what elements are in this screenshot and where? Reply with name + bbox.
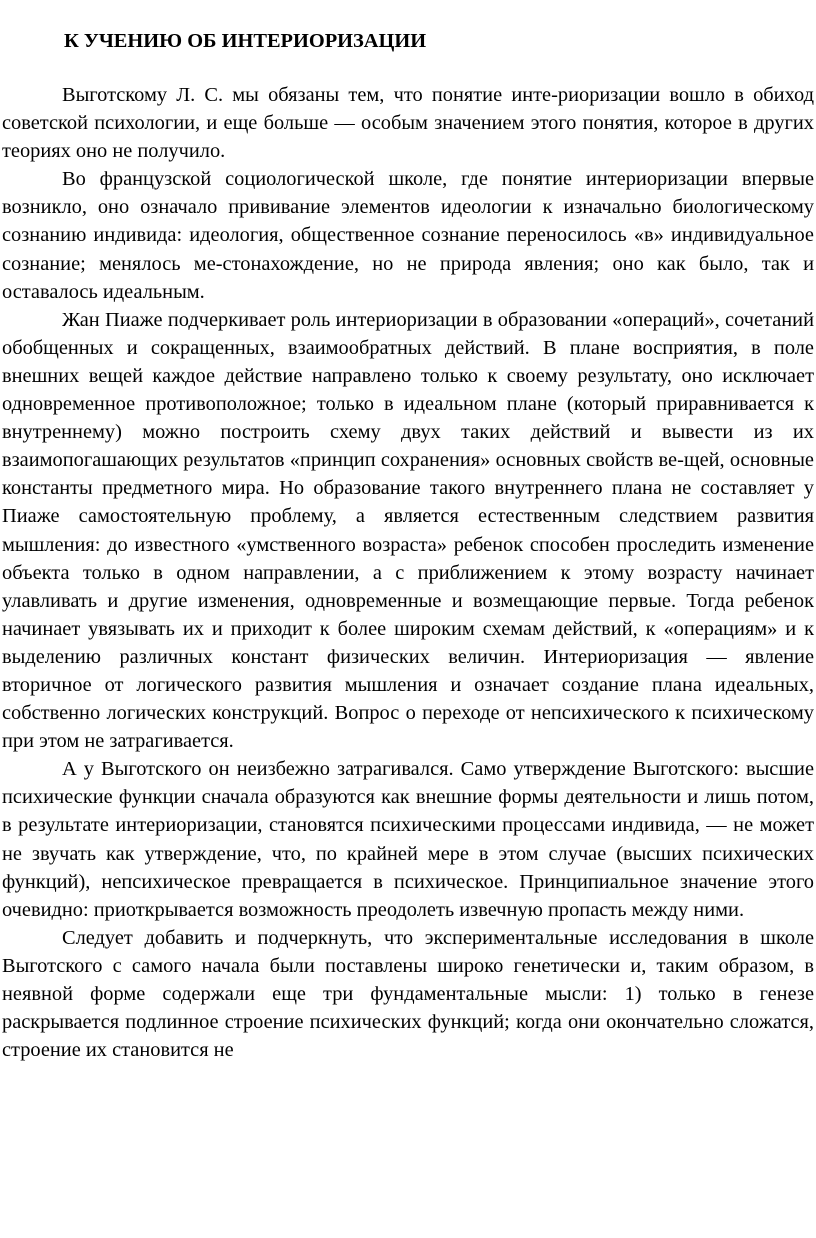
paragraph-3: Жан Пиаже подчеркивает роль интериоризации в образовании «операций», сочетаний обобщенных и сокращенных, взаимообратных действий. В плане восприятия, в поле внешних вещей каждое действие направлено только к своему результату, оно исключает одновременное противоположное; только в идеальном плане (который приравнивается к внутреннему) можно построить схему двух таких действий и вывести из их взаимопогашающих результатов «принцип сохранения» основных свойств ве-щей, основные константы предметного мира. Но образование такого внутреннего плана не составляет у Пиаже самостоятельную проблему, а является естественным следствием развития мышления: до известного «умственного возраста» ребенок способен проследить изменение объекта только в одном направлении, а с приближением к этому возрасту начинает улавливать и другие изменения, одновременные и возмещающие первые. Тогда ребенок начинает увязывать их и приходит к более широким схемам действий, к «операциям» и к выделению различных констант физических величин. Интериоризация — явление вторичное от логического развития мышления и означает создание плана идеальных, собственно логических конструкций. Вопрос о переходе от непсихического к психическому при этом не затрагивается.: [2, 308, 814, 753]
paragraph-4: А у Выготского он неизбежно затрагивался. Само утверждение Выготского: высшие психические функции сначала образуются как внешние формы деятельности и лишь потом, в результате интериоризации, становятся психическими процессами индивида, — не может не звучать как утверждение, что, по крайней мере в этом случае (высших психических функций), непсихическое превращается в психическое. Принципиальное значение этого очевидно: приоткрывается возможность преодолеть извечную пропасть между ними.: [2, 758, 814, 921]
paragraph-5: Следует добавить и подчеркнуть, что экспериментальные исследования в школе Выготского с самого начала были поставлены широко генетически и, таким образом, в неявной форме содержали еще три фундаментальные мысли: 1) только в генезе раскрывается подлинное строение психических функций; когда они окончательно сложатся, строение их становится не: [2, 926, 814, 1062]
document-title: К УЧЕНИЮ ОБ ИНТЕРИОРИЗАЦИИ: [64, 30, 427, 52]
paragraph-1: Выготскому Л. С. мы обязаны тем, что понятие инте-риоризации вошло в обиход советской психологии, и еще больше — особым значением этого понятия, которое в других теориях оно не получило.: [2, 84, 814, 163]
paragraph-2: Во французской социологической школе, где понятие интериоризации впервые возникло, оно означало прививание элементов идеологии к изначально биологическому сознанию индивида: идеология, общественное сознание переносилось «в» индивидуальное сознание; менялось ме-стонахождение, но не природа явления; оно как было, так и оставалось идеальным.: [2, 168, 814, 303]
